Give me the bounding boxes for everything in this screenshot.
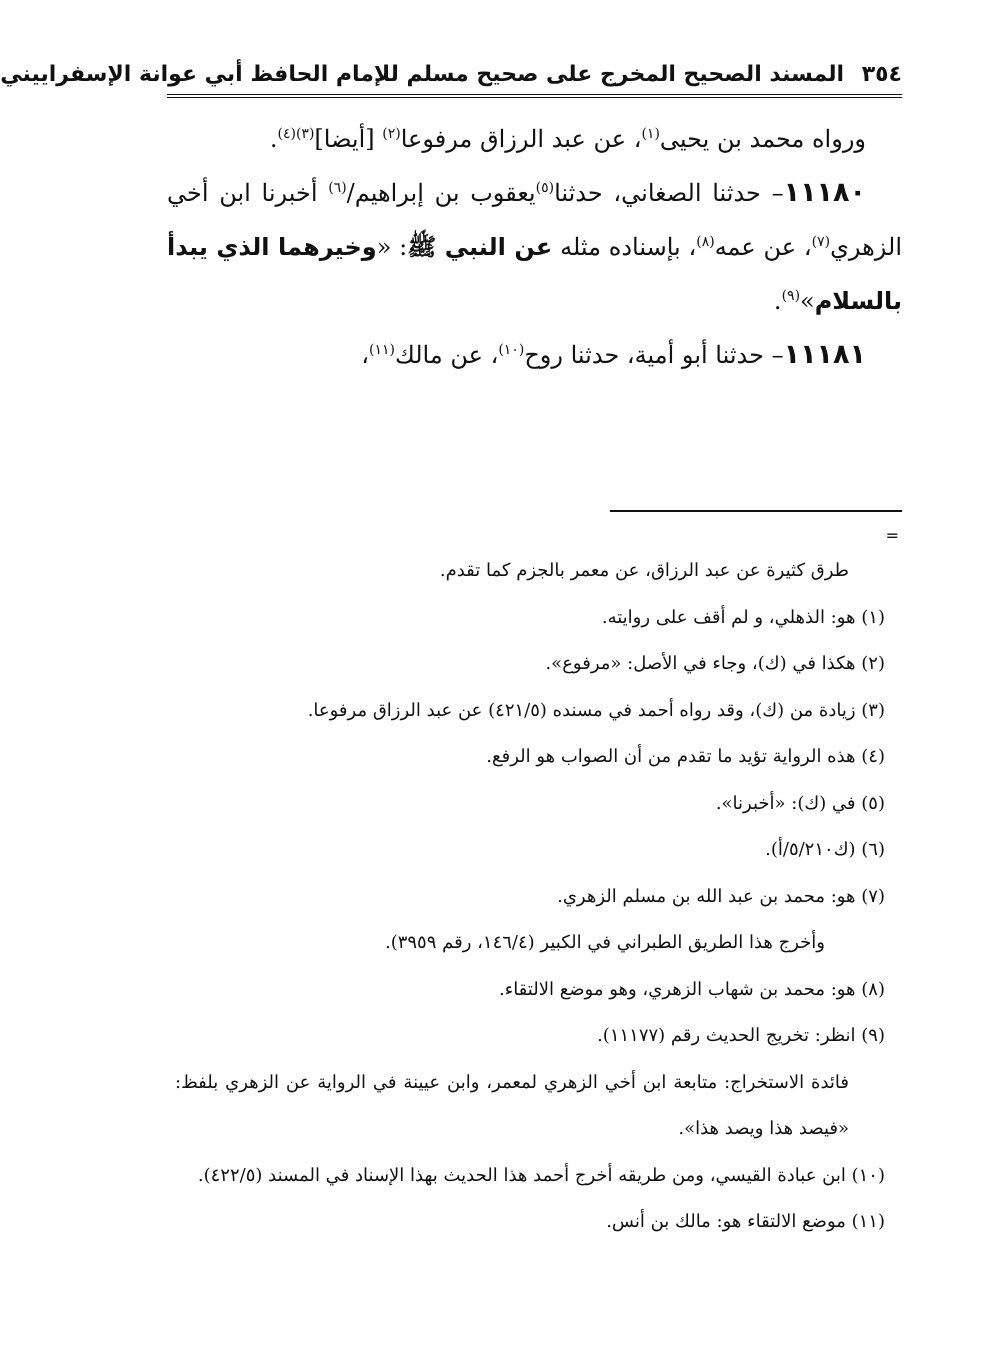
text-run: ، عن عمه [714, 233, 812, 261]
footnote-9-extra: فائدة الاستخراج: متابعة ابن أخي الزهري لمعمر، وابن عيينة في الرواية عن الزهري بلفظ: «فيصد هذا ويصد هذا». [175, 1071, 849, 1139]
page-body [0, 60, 903, 382]
text-run: – حدثنا أبو أمية، حدثنا روح [524, 341, 784, 369]
footnote-2: (٢) هكذا في (ك)، وجاء في الأصل: «مرفوع». [545, 653, 885, 674]
text-run: ورواه محمد بن يحيى [659, 125, 866, 153]
text-run: ، عن عبد الرزاق مرفوعا [400, 125, 642, 153]
text-run: يعقوب بن إبراهيم/ [346, 179, 536, 207]
footnote-6: (٦) (ك٥/٢١٠/أ). [765, 839, 885, 860]
footnote-ref[interactable]: (٩) [781, 288, 801, 304]
footnote-ref[interactable]: (١١) [369, 342, 396, 358]
footnote-ref[interactable]: (٥) [535, 180, 555, 196]
footnote-ref[interactable]: (٧) [811, 234, 831, 250]
footnote-7-extra: وأخرج هذا الطريق الطبراني في الكبير (١٤٦/٤، رقم ٣٩٥٩). [384, 932, 825, 953]
hadith-number: ١١١٨١ [783, 339, 866, 370]
footnote-8: (٨) هو: محمد بن شهاب الزهري، وهو موضع الالتقاء. [499, 978, 885, 1000]
footnote-5: (٥) في (ك): «أخبرنا». [715, 792, 885, 814]
footnote-ref[interactable]: (١٠) [498, 342, 525, 358]
hadith-text-bold: وخيرهما الذي يبدأ بالسلام [167, 233, 902, 315]
text-run: ، عن مالك [395, 341, 499, 369]
text-run: . [773, 287, 782, 315]
footnote-10: (١٠) ابن عبادة القيسي، ومن طريقه أخرج أحمد هذا الحديث بهذا الإسناد في المسند (٤٢٢/٥). [197, 1164, 885, 1186]
hadith-11180 [167, 166, 902, 328]
bold-text: عن النبي ﷺ [407, 233, 553, 261]
text-run: ، [361, 341, 370, 369]
hadith-number: ١١١٨٠ [783, 177, 866, 208]
footnote-11: (١١) موضع الالتقاء هو: مالك بن أنس. [606, 1211, 885, 1232]
footnote-ref[interactable]: (٨) [696, 234, 715, 250]
hadith-11181 [167, 328, 902, 382]
text-run: : « [376, 233, 408, 261]
footnote-ref[interactable]: (٢) [382, 126, 401, 142]
footnote-9: (٩) انظر: تخريج الحديث رقم (١١١٧٧). [597, 1025, 885, 1046]
footnote-7: (٧) هو: محمد بن عبد الله بن مسلم الزهري. [557, 885, 885, 907]
text-run: ، بإسناده مثله [552, 233, 697, 261]
text-run: أخبرنا ابن أخي الزهري [167, 179, 903, 261]
paragraph-narration [167, 112, 902, 166]
footnote-ref[interactable]: (١) [641, 126, 660, 142]
running-header [0, 60, 902, 98]
text-run: [أيضا] [314, 125, 383, 153]
book-title: المسند الصحيح المخرج على صحيح مسلم للإمام الحافظ أبي عوانة الإسفراييني [0, 62, 845, 87]
continuation-marker: = [885, 526, 899, 545]
footnote-3: (٣) زيادة من (ك)، وقد رواه أحمد في مسنده (٤٢١/٥) عن عبد الرزاق مرفوعا. [307, 699, 885, 721]
footnote-ref[interactable]: (٣)(٤) [277, 126, 315, 142]
footnote-4: (٤) هذه الرواية تؤيد ما تقدم من أن الصواب هو الرفع. [486, 746, 885, 767]
footnote-divider [610, 510, 902, 512]
text-run: – حدثنا الصغاني، حدثنا [554, 179, 784, 207]
page-number: ٣٥٤ [861, 62, 902, 87]
footnote-1: (١) هو: الذهلي، و لم أقف على روايته. [601, 606, 885, 628]
text-run: » [800, 287, 815, 315]
footnotes [175, 548, 885, 1246]
main-text [167, 112, 902, 382]
text-run: . [269, 125, 278, 153]
footnote-ref[interactable]: (٦) [328, 180, 347, 196]
footnote-continuation: طرق كثيرة عن عبد الرزاق، عن معمر بالجزم كما تقدم. [439, 560, 849, 581]
